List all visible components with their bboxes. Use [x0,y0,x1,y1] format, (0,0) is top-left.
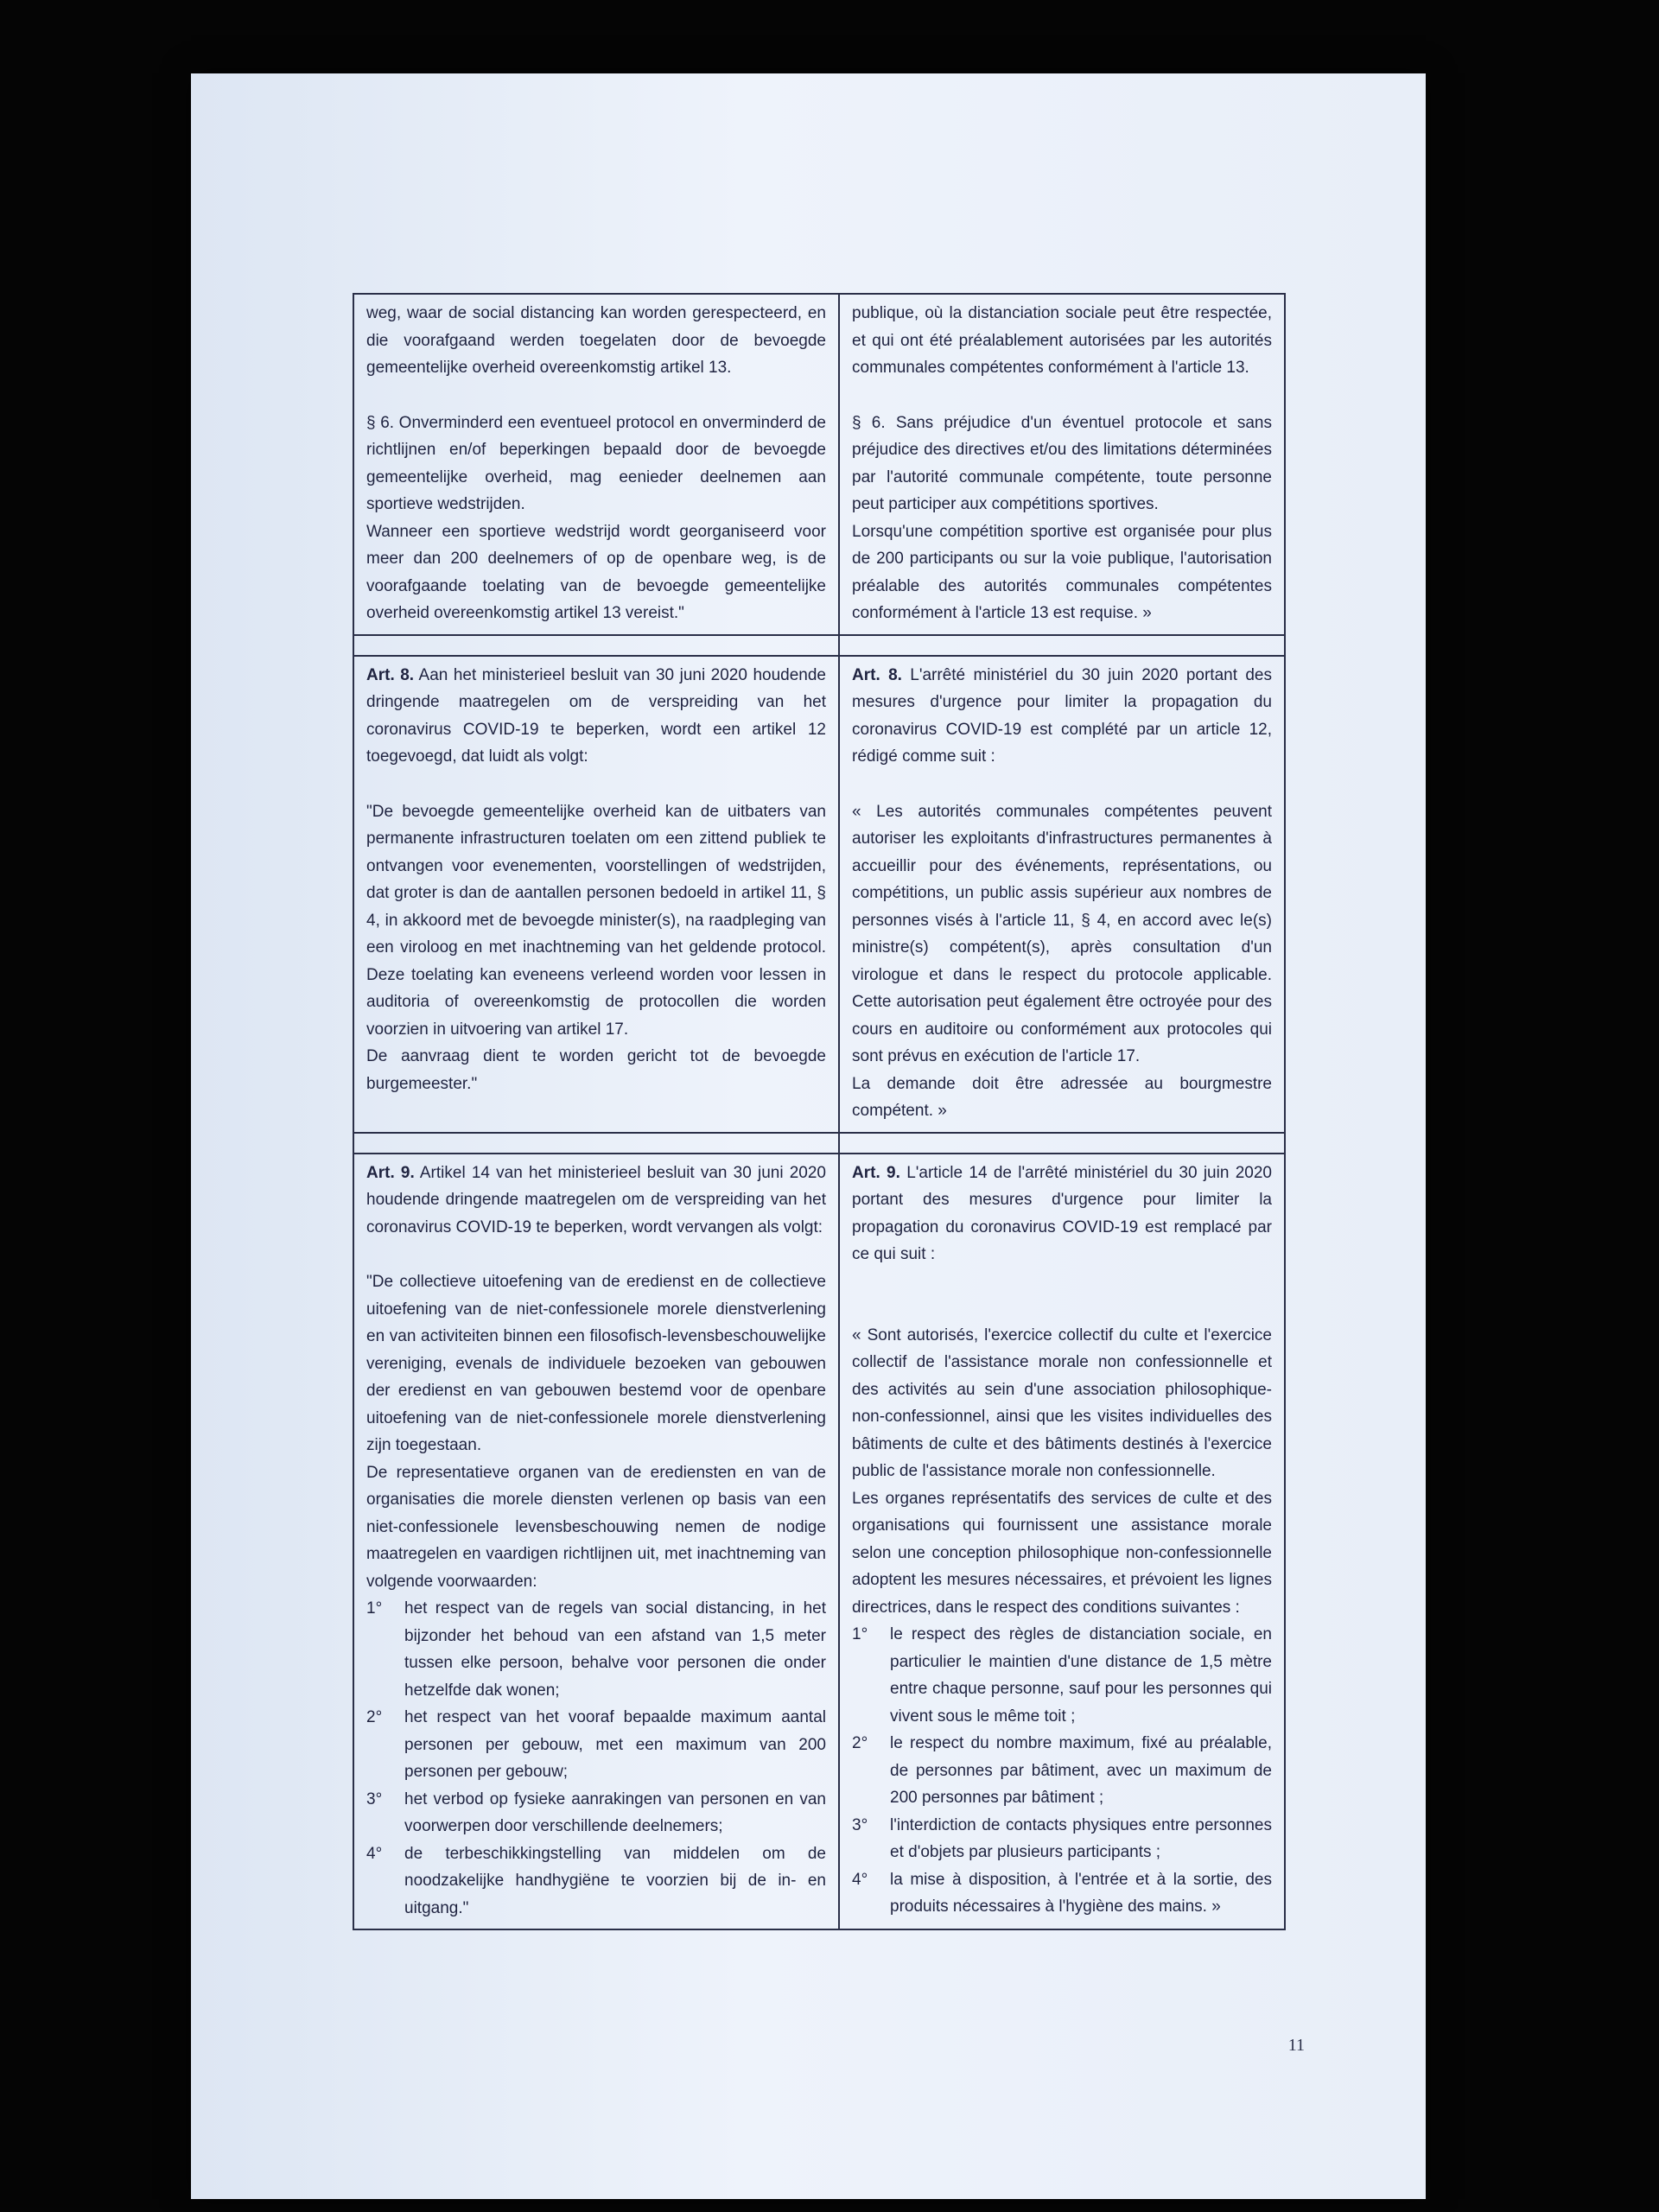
list-item-text: het verbod op fysieke aanrakingen van personen en van voorwerpen door verschillende deelnemers; [404,1789,826,1835]
article-label: Art. 8. [852,665,902,684]
paragraph: De representatieve organen van de erediensten en van de organisaties die morele diensten verlenen op basis van een niet-confessionele levensbeschouwing nemen de nodige maatregelen en vaardigen richtlijnen uit, met inachtneming van volgende voorwaarden: [366,1463,826,1591]
document-page [191,73,1426,2199]
list-item-text: het respect van de regels van social distancing, in het bijzonder het behoud van een afstand van 1,5 meter tussen elke persoon, behalve voor personen die onder hetzelfde dak wonen; [404,1599,826,1700]
list-item-text: le respect du nombre maximum, fixé au préalable, de personnes par bâtiment, avec un maximum de 200 personnes par bâtiment ; [890,1734,1272,1807]
paragraph: Wanneer een sportieve wedstrijd wordt georganiseerd voor meer dan 200 deelnemers of op de openbare weg, is de voorafgaande toelating van de bevoegde gemeentelijke overheid overeenkomstig artikel 13 vereist." [366,522,826,622]
page-number: 11 [1287,2036,1305,2055]
list-item [366,1786,826,1840]
french-cell [839,656,1285,1133]
list-item-number: 2° [852,1734,868,1752]
paragraph: Lorsqu'une compétition sportive est organisée pour plus de 200 participants ou sur la voie publique, l'autorisation préalable des autorités communales compétentes conformément à l'article 13 est requise. » [852,522,1272,622]
paragraph: § 6. Onverminderd een eventueel protocol en onverminderd de richtlijnen en/of beperkingen bepaald door de bevoegde gemeentelijke overheid, mag eenieder deelnemen aan sportieve wedstrijden. [366,413,826,513]
paragraph: La demande doit être adressée au bourgmestre compétent. » [852,1074,1272,1120]
list-item-number: 4° [852,1870,868,1889]
paragraph: Les organes représentatifs des services de culte et des organisations qui fournissent une assistance morale selon une conception philosophique non-confessionnelle adoptent les mesures nécessaires, et prévoient les lignes directrices, dans le respect des conditions suivantes : [852,1489,1272,1617]
paragraph: weg, waar de social distancing kan worden gerespecteerd, en die voorafgaand werden toegelaten door de bevoegde gemeentelijke overheid overeenkomstig artikel 13. [366,304,826,377]
article-intro-text: L'arrêté ministériel du 30 juin 2020 portant des mesures d'urgence pour limiter la propagation du coronavirus COVID-19 est complété par un article 12, rédigé comme suit : [852,665,1272,766]
article-intro [366,1160,826,1242]
list-item [366,1840,826,1923]
paragraph: § 6. Sans préjudice d'un éventuel protocole et sans préjudice des directives et/ou des limitations déterminées par l'autorité communale compétente, toute personne peut participer aux compétitions sportives. [852,413,1272,513]
table-row-spacer [353,635,1285,656]
dutch-cell [353,1154,839,1930]
dutch-cell [353,656,839,1133]
list-item-text: la mise à disposition, à l'entrée et à la sortie, des produits nécessaires à l'hygiène des mains. » [890,1870,1272,1916]
table-row [353,294,1285,635]
list-item [366,1595,826,1704]
paragraph: « Les autorités communales compétentes peuvent autoriser les exploitants d'infrastructures permanentes à accueillir pour des événements, représentations, ou compétitions, un public assis supérieur aux nombres de personnes visés à l'article 11, § 4, en accord avec le(s) ministre(s) compétent(s), après consultation d'un virologue et dans le respect du protocole applicable. Cette autorisation peut également être octroyée pour des cours en auditoire ou conformément aux protocoles qui sont prévus en exécution de l'article 17. [852,802,1272,1065]
article-label: Art. 9. [366,1163,415,1182]
french-cell [839,294,1285,635]
list-item-text: le respect des règles de distanciation sociale, en particulier le maintien d'une distance de 1,5 mètre entre chaque personne, sauf pour les personnes qui vivent sous le même toit ; [890,1625,1272,1726]
bilingual-article-table [353,293,1286,1930]
article-intro-text: L'article 14 de l'arrêté ministériel du 30 juin 2020 portant des mesures d'urgence pour limiter la propagation du coronavirus COVID-19 est remplacé par ce qui suit : [852,1163,1272,1263]
article-label: Art. 8. [366,665,415,684]
article-intro-text: Artikel 14 van het ministerieel besluit van 30 juni 2020 houdende dringende maatregelen om de verspreiding van het coronavirus COVID-19 te beperken, wordt vervangen als volgt: [366,1163,826,1236]
list-item [366,1704,826,1786]
paragraph: De aanvraag dient te worden gericht tot de bevoegde burgemeester." [366,1047,826,1093]
list-item-text: l'interdiction de contacts physiques entre personnes et d'objets par plusieurs participants ; [890,1815,1272,1861]
french-cell [839,1154,1285,1930]
list-item-number: 3° [852,1815,868,1834]
list-item [852,1866,1272,1921]
list-item-number: 4° [366,1844,383,1863]
dutch-cell [353,294,839,635]
article-intro-text: Aan het ministerieel besluit van 30 juni 2020 houdende dringende maatregelen om de verspreiding van het coronavirus COVID-19 te beperken, wordt een artikel 12 toegevoegd, dat luidt als volgt: [366,665,826,766]
list-item-number: 2° [366,1708,383,1726]
list-item-text: het respect van het vooraf bepaalde maximum aantal personen per gebouw, met een maximum van 200 personen per gebouw; [404,1708,826,1781]
article-label: Art. 9. [852,1163,900,1182]
list-item [852,1812,1272,1866]
paragraph: "De collectieve uitoefening van de eredienst en de collectieve uitoefening van de niet-confessionele morele dienstverlening en van activiteiten binnen een filosofisch-levensbeschouwelijke vereniging, evenals de individuele bezoeken van gebouwen der eredienst en van gebouwen bestemd voor de openbare uitoefening van de niet-confessionele morele dienstverlening zijn toegestaan. [366,1273,826,1454]
list-item [852,1730,1272,1812]
list-item-number: 1° [852,1625,868,1643]
list-item [852,1621,1272,1730]
paragraph: "De bevoegde gemeentelijke overheid kan de uitbaters van permanente infrastructuren toelaten om een zittend publiek te ontvangen voor evenementen, voorstellingen of wedstrijden, dat groter is dan de aantallen personen bedoeld in artikel 11, § 4, in akkoord met de bevoegde minister(s), na raadpleging van een viroloog en met inachtneming van het geldende protocol. Deze toelating kan eveneens verleend worden voor lessen in auditoria of overeenkomstig de protocollen die worden voorzien in uitvoering van artikel 17. [366,802,826,1039]
paragraph: « Sont autorisés, l'exercice collectif du culte et l'exercice collectif de l'assistance morale non confessionnelle et des activités au sein d'une association philosophique-non-confessionnel, ainsi que les visites individuelles des bâtiments de culte et des bâtiments destinés à l'exercice public de l'assistance morale non confessionnelle. [852,1325,1272,1480]
article-intro [852,1160,1272,1268]
table-row [353,1154,1285,1930]
paragraph: publique, où la distanciation sociale peut être respectée, et qui ont été préalablement autorisées par les autorités communales compétentes conformément à l'article 13. [852,304,1272,377]
table-row [353,656,1285,1133]
article-intro [366,662,826,771]
list-item-text: de terbeschikkingstelling van middelen om de noodzakelijke handhygiëne te voorzien bij de in- en uitgang." [404,1844,826,1917]
table-row-spacer [353,1133,1285,1154]
list-item-number: 3° [366,1789,383,1808]
list-item-number: 1° [366,1599,383,1618]
article-intro [852,662,1272,771]
